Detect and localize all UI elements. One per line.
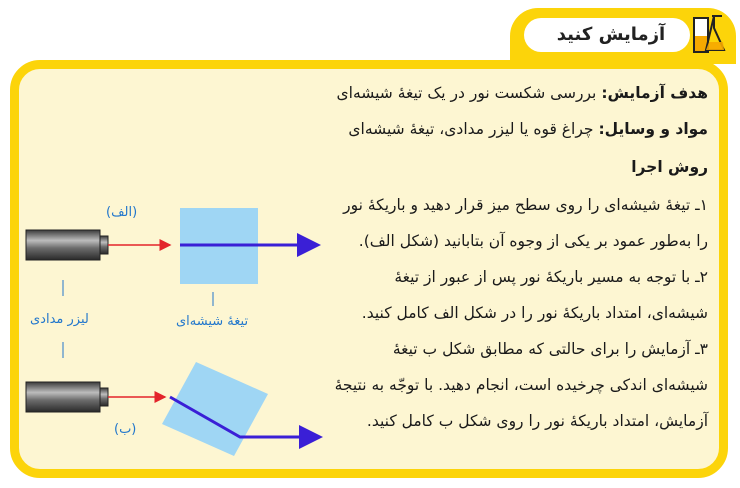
figure-label-a: (الف) xyxy=(106,205,138,220)
slab-label: تیغهٔ شیشه‌ای xyxy=(176,314,249,329)
method-title: روش اجرا xyxy=(631,158,708,176)
step1-line1: ۱ـ تیغهٔ شیشه‌ای را روی سطح میز قرار دهید و باریکهٔ نور xyxy=(343,196,708,214)
step2-line2: شیشه‌ای، امتداد باریکهٔ نور را در شکل الف کامل کنید. xyxy=(361,304,708,322)
step3-line3: آزمایش، امتداد باریکهٔ نور را روی شکل ب کامل کنید. xyxy=(366,412,708,430)
step1-line2: را به‌طور عمود بر یکی از وجوه آن بتابانید (شکل الف). xyxy=(358,232,708,250)
materials-text: چراغ قوه یا لیزر مدادی، تیغهٔ شیشه‌ای xyxy=(348,120,594,138)
step3-line1: ۳ـ آزمایش را برای حالتی که مطابق شکل ب تیغهٔ xyxy=(392,340,708,358)
laser-a xyxy=(26,230,108,260)
laser-b xyxy=(26,382,108,412)
step3-line2: شیشه‌ای اندکی چرخیده است، انجام دهید. با توجّه به نتیجهٔ xyxy=(334,376,708,394)
laser-label: لیزر مدادی xyxy=(30,312,89,327)
goal-label: هدف آزمایش: xyxy=(601,84,708,102)
step2-line1: ۲ـ با توجه به مسیر باریکهٔ نور پس از عبور از تیغهٔ xyxy=(394,268,708,286)
section-title: آزمایش کنید xyxy=(556,24,666,45)
glass-slab-b xyxy=(162,362,268,456)
figure-label-b: (ب) xyxy=(114,422,137,437)
goal-text: بررسی شکست نور در یک تیغهٔ شیشه‌ای xyxy=(336,84,597,102)
materials-label: مواد و وسایل: xyxy=(598,120,708,138)
